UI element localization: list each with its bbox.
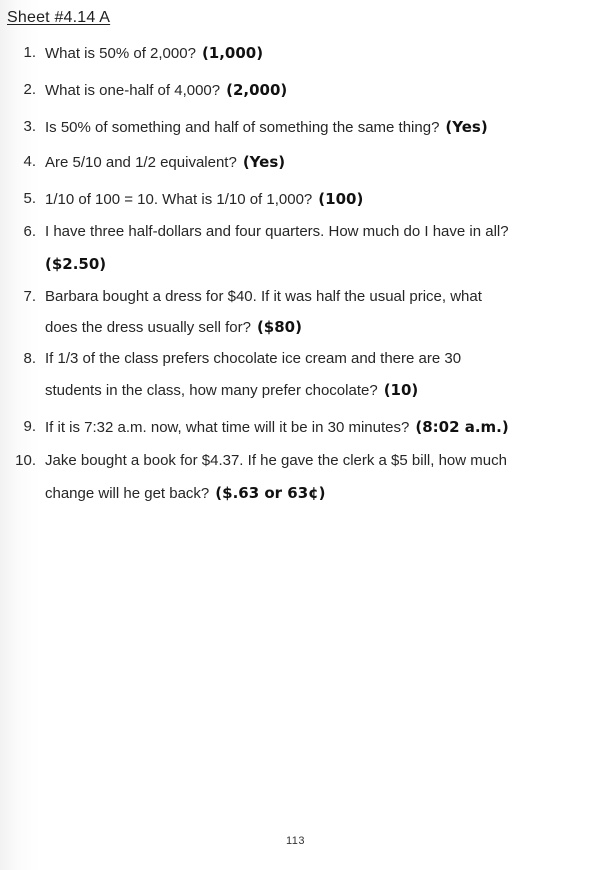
question-number: 1. (23, 44, 36, 61)
question-line-continued (45, 255, 106, 273)
answer-text: ($.63 or 63¢) (215, 484, 326, 502)
page-number: 113 (285, 835, 306, 847)
question-line (45, 190, 363, 208)
question-text: What is 50% of 2,000? (45, 45, 196, 62)
question-line (45, 288, 482, 305)
answer-text: (Yes) (445, 118, 488, 136)
question-number: 8. (23, 350, 36, 367)
answer-text: (1,000) (201, 44, 264, 62)
question-text: I have three half-dollars and four quarters. How much do I have in all? (45, 223, 509, 240)
answer-text: (2,000) (226, 81, 288, 99)
question-text: Are 5/10 and 1/2 equivalent? (45, 154, 237, 171)
question-text: Barbara bought a dress for $40. If it was half the usual price, what (45, 288, 482, 305)
question-line (45, 81, 287, 99)
question-number: 2. (23, 81, 36, 98)
question-line-continued (45, 484, 325, 502)
answer-text: (100) (318, 190, 364, 208)
answer-text: ($2.50) (45, 255, 107, 273)
question-text-continued: change will he get back? (45, 485, 210, 502)
question-line-continued (45, 318, 302, 336)
question-line (45, 44, 263, 62)
question-number: 4. (23, 153, 36, 170)
sheet-title: Sheet #4.14 A (7, 9, 111, 26)
question-text-continued: students in the class, how many prefer chocolate? (45, 382, 378, 399)
question-number: 7. (23, 288, 36, 305)
question-number: 6. (23, 223, 36, 240)
question-line (45, 118, 488, 136)
question-number: 9. (23, 418, 36, 435)
question-number: 3. (23, 118, 36, 135)
answer-text: (10) (383, 381, 419, 399)
answer-text: (Yes) (242, 153, 286, 171)
question-line (45, 153, 285, 171)
question-text: Jake bought a book for $4.37. If he gave the clerk a $5 bill, how much (45, 452, 507, 469)
question-line (45, 452, 507, 469)
question-text: If it is 7:32 a.m. now, what time will it be in 30 minutes? (45, 419, 410, 436)
question-text: What is one-half of 4,000? (45, 82, 221, 99)
answer-text: ($80) (256, 318, 302, 336)
question-line (45, 223, 509, 240)
question-text: 1/10 of 100 = 10. What is 1/10 of 1,000? (45, 191, 313, 208)
question-text: If 1/3 of the class prefers chocolate ice cream and there are 30 (45, 350, 462, 367)
question-line (45, 350, 461, 367)
question-line-continued (45, 381, 418, 399)
question-number: 5. (23, 190, 36, 207)
question-text-continued: does the dress usually sell for? (45, 319, 251, 336)
question-text: Is 50% of something and half of something the same thing? (45, 119, 440, 136)
answer-text: (8:02 a.m.) (415, 418, 509, 436)
question-line (45, 418, 509, 436)
question-number: 10. (15, 452, 36, 469)
